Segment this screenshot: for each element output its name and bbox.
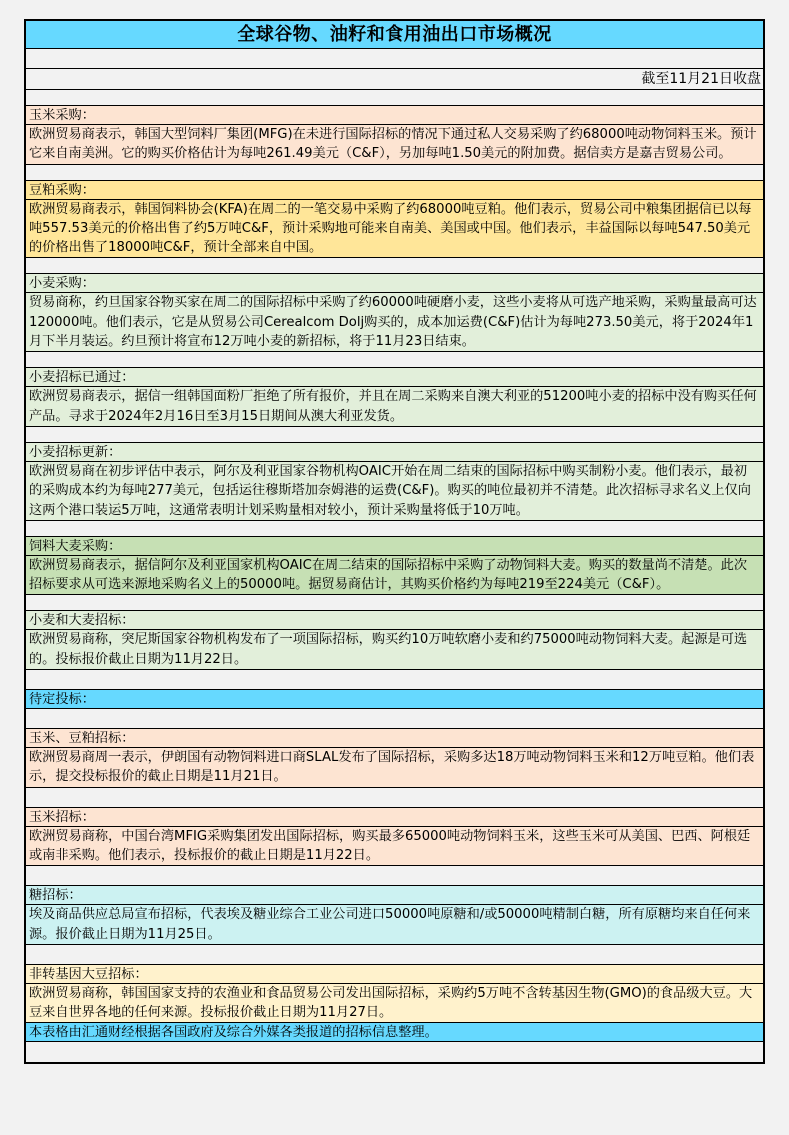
spacer-row bbox=[26, 595, 763, 611]
source-note: 本表格由汇通财经根据各国政府及综合外媒各类报道的招标信息整理。 bbox=[26, 1023, 763, 1042]
section-body-soymeal-purchase: 欧洲贸易商表示，韩国饲料协会(KFA)在周二的一笔交易中采购了约68000吨豆粕。他们表示，贸易公司中粮集团据信已以每吨557.53美元的价格出售了约5万吨C&F，预计采购地可能来自南美、美国或中国。他们表示，丰益国际以每吨547.50美元的价格出售了18000吨C&F，预计全部来自中国。 bbox=[26, 200, 763, 259]
spacer-row bbox=[26, 1042, 763, 1062]
section-heading-feed-barley-purchase: 饲料大麦采购： bbox=[26, 537, 763, 556]
section-heading-wheat-tender-passed: 小麦招标已通过： bbox=[26, 368, 763, 387]
section-heading-wheat-tender-update: 小麦招标更新： bbox=[26, 443, 763, 462]
section-heading-sugar-tender: 糖招标： bbox=[26, 886, 763, 905]
section-heading-non-gmo-soybean-tender: 非转基因大豆招标： bbox=[26, 965, 763, 984]
section-body-wheat-barley-tender: 欧洲贸易商称，突尼斯国家谷物机构发布了一项国际招标，购买约10万吨软磨小麦和约75000吨动物饲料大麦。起源是可选的。投标报价截止日期为11月22日。 bbox=[26, 630, 763, 670]
page-title: 全球谷物、油籽和食用油出口市场概况 bbox=[26, 21, 763, 49]
spacer-row bbox=[26, 521, 763, 537]
section-body-wheat-purchase: 贸易商称，约旦国家谷物买家在周二的国际招标中采购了约60000吨硬磨小麦，这些小麦将从可选产地采购，采购量最高可达120000吨。他们表示，它是从贸易公司Cerealcom Dolj购买的，成本加运费(C&F)估计为每吨273.50美元，将于2024年1月下半月装运。约旦预计将宣布12万吨小麦的新招标，将于11月23日结束。 bbox=[26, 293, 763, 352]
spacer-row bbox=[26, 670, 763, 690]
spacer-row bbox=[26, 945, 763, 965]
spacer-row bbox=[26, 709, 763, 729]
as-of-date: 截至11月21日收盘 bbox=[26, 69, 763, 90]
spacer-row bbox=[26, 788, 763, 808]
section-body-corn-tender: 欧洲贸易商称，中国台湾MFIG采购集团发出国际招标，购买最多65000吨动物饲料玉米，这些玉米可从美国、巴西、阿根廷或南非采购。他们表示，投标报价的截止日期是11月22日。 bbox=[26, 827, 763, 867]
report-table bbox=[24, 19, 765, 1064]
section-body-corn-soymeal-tender: 欧洲贸易商周一表示，伊朗国有动物饲料进口商SLAL发布了国际招标，采购多达18万吨动物饲料玉米和12万吨豆粕。他们表示，提交投标报价的截止日期是11月21日。 bbox=[26, 748, 763, 788]
spacer-row bbox=[26, 427, 763, 443]
section-body-feed-barley-purchase: 欧洲贸易商表示，据信阿尔及利亚国家机构OAIC在周二结束的国际招标中采购了动物饲料大麦。购买的数量尚不清楚。此次招标要求从可选来源地采购名义上的50000吨。据贸易商估计，其购买价格约为每吨219至224美元（C&F）。 bbox=[26, 556, 763, 596]
spacer-row bbox=[26, 258, 763, 274]
section-body-corn-purchase: 欧洲贸易商表示，韩国大型饲料厂集团(MFG)在未进行国际招标的情况下通过私人交易采购了约68000吨动物饲料玉米。预计它来自南美洲。它的购买价格估计为每吨261.49美元（C&F），另加每吨1.50美元的附加费。据信卖方是嘉吉贸易公司。 bbox=[26, 125, 763, 165]
section-body-non-gmo-soybean-tender: 欧洲贸易商称，韩国国家支持的农渔业和食品贸易公司发出国际招标，采购约5万吨不含转基因生物(GMO)的食品级大豆。大豆来自世界各地的任何来源。投标报价截止日期为11月27日。 bbox=[26, 984, 763, 1024]
section-heading-wheat-barley-tender: 小麦和大麦招标： bbox=[26, 611, 763, 630]
spacer-row bbox=[26, 49, 763, 69]
section-heading-pending-tenders: 待定投标： bbox=[26, 690, 763, 709]
section-heading-wheat-purchase: 小麦采购： bbox=[26, 274, 763, 293]
section-heading-soymeal-purchase: 豆粕采购： bbox=[26, 181, 763, 200]
spacer-row bbox=[26, 866, 763, 886]
section-body-wheat-tender-update: 欧洲贸易商在初步评估中表示，阿尔及利亚国家谷物机构OAIC开始在周二结束的国际招标中购买制粉小麦。他们表示，最初的采购成本约为每吨277美元，包括运往穆斯塔加奈姆港的运费(C&F)。购买的吨位最初并不清楚。此次招标寻求名义上仅向这两个港口装运5万吨，这通常表明计划采购量相对较小，预计采购量将低于10万吨。 bbox=[26, 462, 763, 521]
section-heading-corn-soymeal-tender: 玉米、豆粕招标： bbox=[26, 729, 763, 748]
spacer-row bbox=[26, 352, 763, 368]
section-heading-corn-purchase: 玉米采购： bbox=[26, 106, 763, 125]
section-body-sugar-tender: 埃及商品供应总局宣布招标，代表埃及糖业综合工业公司进口50000吨原糖和/或50000吨精制白糖，所有原糖均来自任何来源。报价截止日期为11月25日。 bbox=[26, 905, 763, 945]
section-heading-corn-tender: 玉米招标： bbox=[26, 808, 763, 827]
spacer-row bbox=[26, 165, 763, 181]
section-body-wheat-tender-passed: 欧洲贸易商表示，据信一组韩国面粉厂拒绝了所有报价，并且在周二采购来自澳大利亚的51200吨小麦的招标中没有购买任何产品。寻求于2024年2月16日至3月15日期间从澳大利亚发货。 bbox=[26, 387, 763, 427]
spacer-row bbox=[26, 90, 763, 106]
